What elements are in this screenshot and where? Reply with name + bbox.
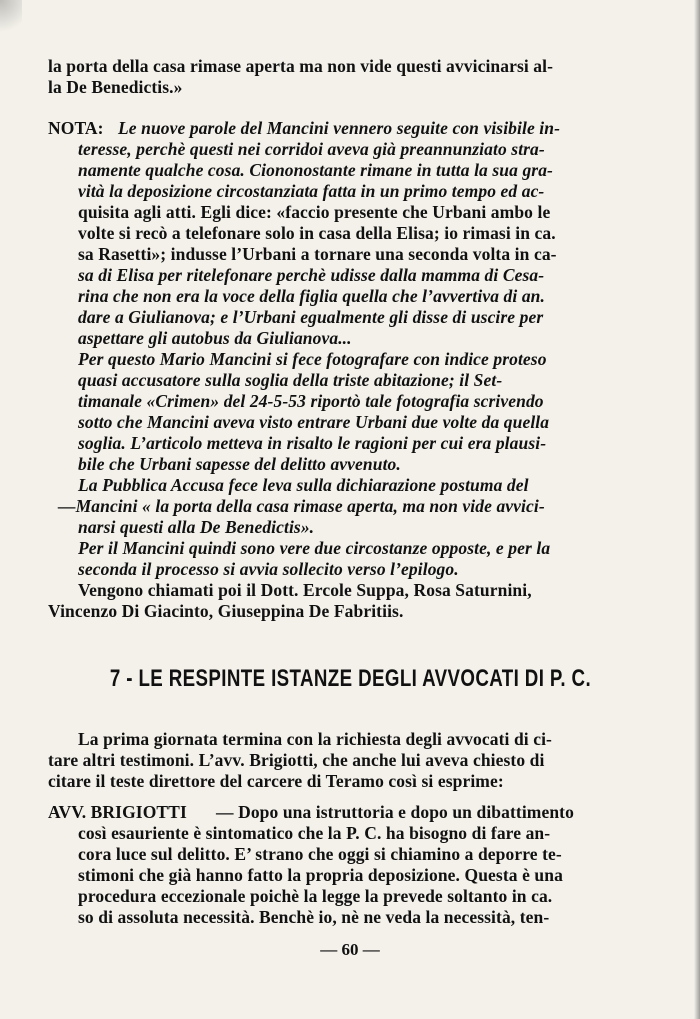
body-paragraph-line: tare altri testimoni. L’avv. Brigiotti, che anche lui aveva chiesto di [48, 750, 545, 770]
speaker-name: AVV. BRIGIOTTI [48, 802, 187, 822]
page-number: — 60 — [320, 940, 380, 959]
top-paragraph-line: la porta della casa rimase aperta ma non vide questi avvicinarsi al- [48, 56, 554, 76]
note-line: seconda il processo si avvia sollecito verso l’epilogo. [78, 559, 459, 579]
note-label: NOTA: [48, 118, 104, 138]
note-line: Per il Mancini quindi sono vere due circostanze opposte, e per la [78, 538, 551, 558]
note-line: aspettare gli autobus da Giulianova... [78, 328, 352, 348]
speech-line: so di assoluta necessità. Benchè io, nè ne veda la necessità, ten- [78, 907, 550, 927]
top-paragraph-line: la De Benedictis.» [48, 77, 183, 97]
speech-line: stimoni che già hanno fatto la propria deposizione. Questa è una [78, 865, 563, 885]
note-line: La Pubblica Accusa fece leva sulla dichiarazione postuma del [78, 475, 529, 495]
note-line: Per questo Mario Mancini si fece fotografare con indice proteso [78, 349, 547, 369]
section-heading: 7 - LE RESPINTE ISTANZE DEGLI AVVOCATI DI P. C. [109, 665, 592, 692]
note-line: rina che non era la voce della figlia quella che l’avvertiva di an. [78, 286, 545, 306]
page-edge-shadow [694, 0, 700, 1019]
body-paragraph-line: citare il teste direttore del carcere di Teramo così si esprime: [48, 771, 504, 791]
speech-line: così esauriente è sintomatico che la P. C. ha bisogno di fare an- [78, 823, 551, 843]
note-line: soglia. L’articolo metteva in risalto le ragioni per cui era plausi- [78, 433, 547, 453]
note-line: vità la deposizione circostanziata fatta in un primo tempo ed ac- [78, 181, 545, 201]
note-line: sotto che Mancini aveva visto entrare Urbani due volte da quella [78, 412, 550, 432]
note-line: dare a Giulianova; e l’Urbani egualmente gli disse di uscire per [78, 307, 544, 327]
note-line: sa Rasetti»; indusse l’Urbani a tornare una seconda volta in ca- [78, 244, 557, 264]
speech-line: — Dopo una istruttoria e dopo un dibattimento [216, 802, 574, 822]
note-line: quasi accusatore sulla soglia della triste abitazione; il Set- [78, 370, 503, 390]
body-paragraph-line: La prima giornata termina con la richiesta degli avvocati di ci- [78, 729, 552, 749]
note-line: quisita agli atti. Egli dice: «faccio presente che Urbani ambo le [78, 202, 551, 222]
corner-speck [0, 0, 22, 40]
speech-line: procedura eccezionale poichè la legge la prevede soltanto in ca. [78, 886, 553, 906]
note-line: bile che Urbani sapesse del delitto avvenuto. [78, 454, 401, 474]
note-line: namente qualche cosa. Ciononostante rimane in tutta la sua gra- [78, 160, 553, 180]
note-line: narsi questi alla De Benedictis». [78, 517, 315, 537]
note-line: Le nuove parole del Mancini vennero seguite con visibile in- [118, 118, 561, 138]
note-line: —Mancini « la porta della casa rimase aperta, ma non vide avvici- [58, 496, 545, 516]
note-line: Vincenzo Di Giacinto, Giuseppina De Fabritiis. [48, 601, 404, 621]
note-line: sa di Elisa per ritelefonare perchè udisse dalla mamma di Cesa- [78, 265, 545, 285]
note-line: volte si recò a telefonare solo in casa della Elisa; io rimasi in ca. [78, 223, 556, 243]
note-line: teresse, perchè questi nei corridoi aveva già preannunziato stra- [78, 139, 545, 159]
speech-line: cora luce sul delitto. E’ strano che oggi si chiamino a deporre te- [78, 844, 562, 864]
note-line: Vengono chiamati poi il Dott. Ercole Suppa, Rosa Saturnini, [78, 580, 532, 600]
note-line: timanale «Crimen» del 24-5-53 riportò tale fotografia scrivendo [78, 391, 544, 411]
